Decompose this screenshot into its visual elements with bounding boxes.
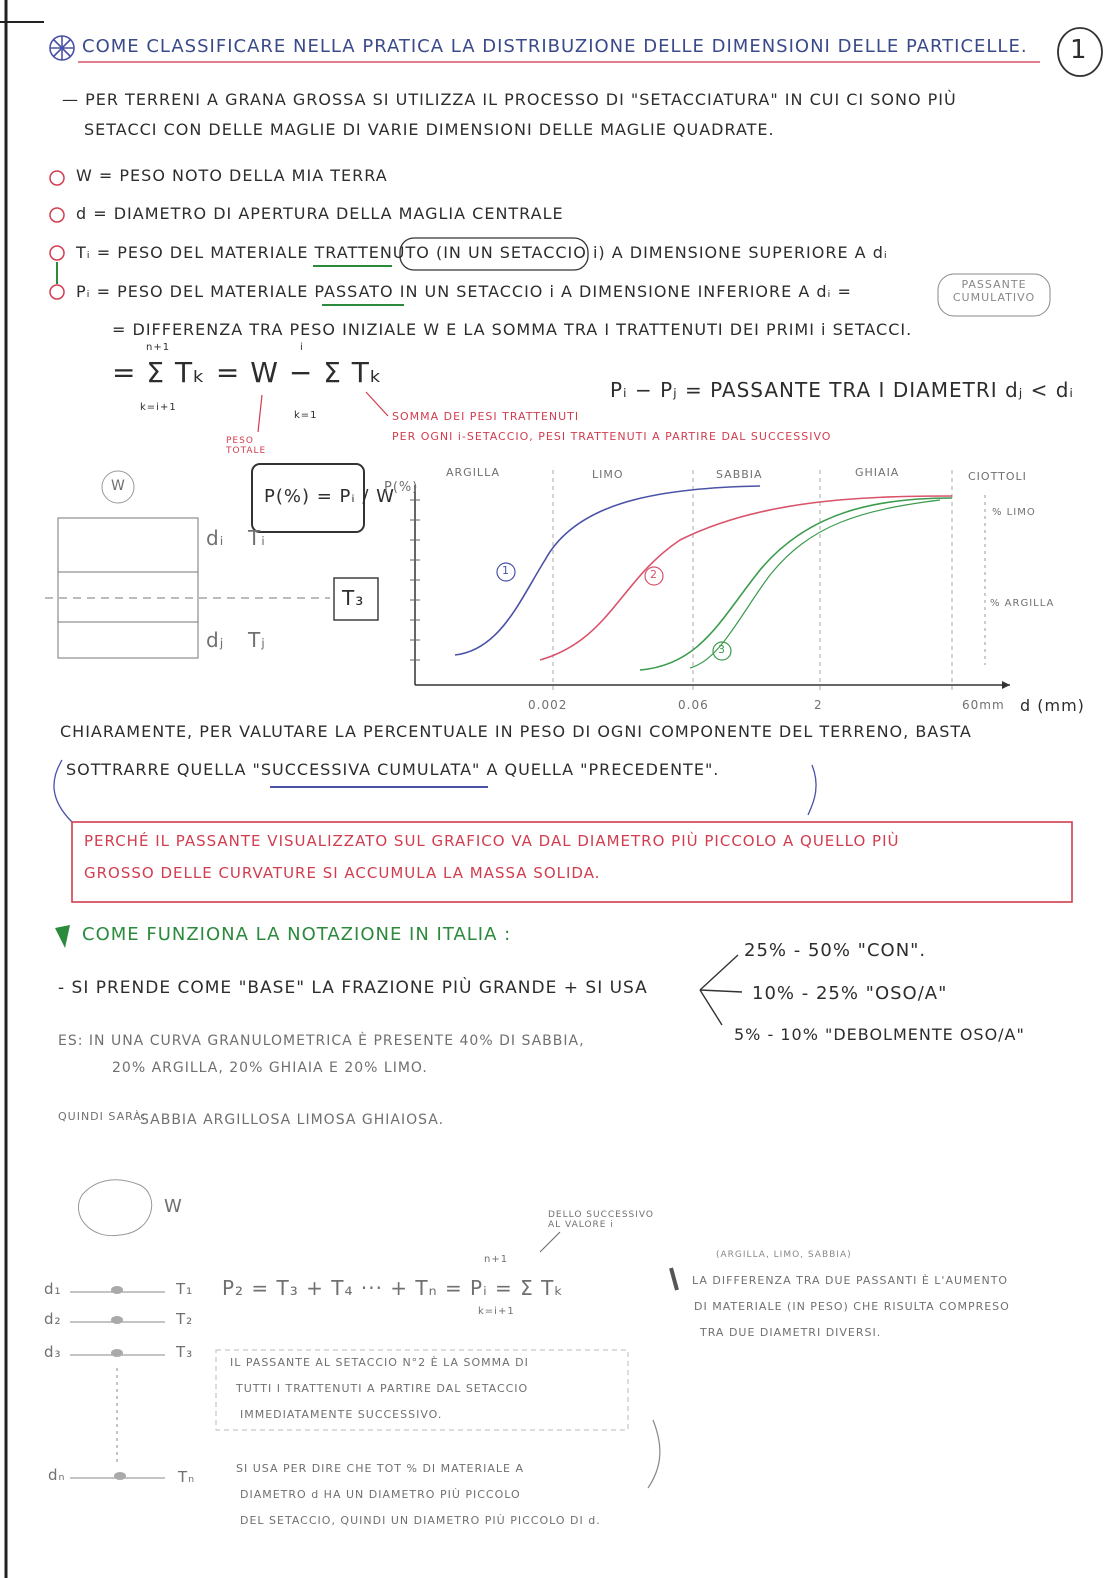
sketch-di: dᵢ — [206, 526, 225, 550]
sum1-bottom: k=i+1 — [140, 402, 177, 413]
bottom-d1: d₁ — [44, 1280, 62, 1298]
page-title: COME CLASSIFICARE NELLA PRATICA LA DISTRIBUZIONE DELLE DIMENSIONI DELLE PARTICELLE. — [82, 36, 1028, 57]
side-label-limo: % LIMO — [992, 507, 1036, 518]
example-line-1: ES: IN UNA CURVA GRANULOMETRICA È PRESENTE 40% DI SABBIA, — [58, 1033, 585, 1049]
pencil-mark-icon-2 — [671, 1268, 677, 1290]
bottom-t1: T₁ — [176, 1280, 194, 1298]
sketch-tj: Tⱼ — [248, 628, 266, 652]
def-d: d = DIAMETRO DI APERTURA DELLA MAGLIA CENTRALE — [76, 204, 564, 223]
granulometric-chart — [410, 470, 1010, 690]
chart-ylabel: P(%) — [384, 480, 419, 495]
region-ghiaia: GHIAIA — [855, 466, 900, 479]
series-2-line — [540, 496, 952, 660]
bottom-sum-bottom: k=i+1 — [478, 1306, 515, 1317]
def-t: Tᵢ = PESO DEL MATERIALE TRATTENUTO (IN UN SETACCIO i) A DIMENSIONE SUPERIORE A dᵢ — [76, 243, 888, 262]
sketch-w: W — [111, 478, 126, 494]
note1-line-1: IL PASSANTE AL SETACCIO N°2 È LA SOMMA DI — [230, 1356, 529, 1369]
quindi-label: QUINDI SARÀ: — [58, 1110, 147, 1123]
note1-line-2: TUTTI I TRATTENUTI A PARTIRE DAL SETACCIO — [236, 1382, 529, 1395]
sketch-ti: Tᵢ — [248, 526, 266, 550]
tick-2: 2 — [814, 698, 823, 712]
passante-cumulativo-box: PASSANTE CUMULATIVO — [952, 278, 1036, 304]
intro-line-2: SETACCI CON DELLE MAGLIE DI VARIE DIMENSIONI DELLE MAGLIE QUADRATE. — [84, 120, 775, 139]
percent-formula: P(%) = Pᵢ / W — [264, 486, 395, 507]
def-p: Pᵢ = PESO DEL MATERIALE PASSATO IN UN SETACCIO i A DIMENSIONE INFERIORE A dᵢ = — [76, 282, 852, 301]
tick-0002: 0.002 — [528, 698, 568, 712]
red-note-1: SOMMA DEI PESI TRATTENUTI — [392, 410, 580, 423]
bottom-tn: Tₙ — [178, 1468, 196, 1486]
notation-line: - SI PRENDE COME "BASE" LA FRAZIONE PIÙ GRANDE + SI USA — [58, 978, 648, 998]
series-1-label: 1 — [502, 564, 510, 577]
note2-line-3: DEL SETACCIO, QUINDI UN DIAMETRO PIÙ PICCOLO DI d. — [240, 1514, 601, 1527]
chart-xlabel: d (mm) — [1020, 696, 1085, 715]
region-sabbia: SABBIA — [716, 468, 763, 481]
series-2-label: 2 — [650, 568, 658, 581]
right-note-2: DI MATERIALE (IN PESO) CHE RISULTA COMPRESO — [694, 1300, 1010, 1313]
note2-line-1: SI USA PER DIRE CHE TOT % DI MATERIALE A — [236, 1462, 525, 1475]
para-line-2: SOTTRARRE QUELLA "SUCCESSIVA CUMULATA" A QUELLA "PRECEDENTE". — [66, 760, 720, 779]
page-number: 1 — [1070, 35, 1088, 65]
right-note-1: LA DIFFERENZA TRA DUE PASSANTI È L'AUMENTO — [692, 1274, 1009, 1287]
bottom-w: W — [164, 1196, 183, 1217]
right-note-3: TRA DUE DIAMETRI DIVERSI. — [700, 1326, 882, 1339]
bottom-pointer: DELLO SUCCESSIVO AL VALORE i — [548, 1210, 654, 1230]
sum2-bottom: k=1 — [294, 410, 318, 421]
note1-line-3: IMMEDIATAMENTE SUCCESSIVO. — [240, 1408, 443, 1421]
notation-option-1: 25% - 50% "CON". — [744, 940, 927, 961]
bottom-d3: d₃ — [44, 1343, 62, 1361]
bottom-dn: dₙ — [48, 1466, 66, 1484]
peso-totale-label: PESO TOTALE — [226, 436, 267, 456]
notation-heading: COME FUNZIONA LA NOTAZIONE IN ITALIA : — [82, 924, 512, 945]
pencil-mark-icon — [55, 925, 70, 948]
passante-difference: Pᵢ − Pⱼ = PASSANTE TRA I DIAMETRI dⱼ < dᵢ — [610, 378, 1074, 402]
sum2-top: i — [300, 342, 304, 353]
side-label-argilla: % ARGILLA — [990, 598, 1055, 609]
bottom-formula: P₂ = T₃ + T₄ ··· + Tₙ = Pᵢ = Σ Tₖ — [222, 1276, 564, 1300]
region-argilla: ARGILLA — [446, 466, 500, 479]
tick-60mm: 60mm — [962, 698, 1005, 712]
sketch-t3: T₃ — [342, 586, 365, 610]
region-limo: LIMO — [592, 468, 624, 481]
note2-line-2: DIAMETRO d HA UN DIAMETRO PIÙ PICCOLO — [240, 1488, 521, 1501]
red-note-2: PER OGNI i-SETACCIO, PESI TRATTENUTI A PARTIRE DAL SUCCESSIVO — [392, 430, 832, 443]
sketch-dj: dⱼ — [206, 628, 225, 652]
bottom-d2: d₂ — [44, 1310, 62, 1328]
red-box-line-2: GROSSO DELLE CURVATURE SI ACCUMULA LA MASSA SOLIDA. — [84, 864, 601, 882]
tick-006: 0.06 — [678, 698, 709, 712]
notation-option-3: 5% - 10% "DEBOLMENTE OSO/A" — [734, 1025, 1025, 1044]
series-3-label: 3 — [718, 643, 726, 656]
intro-line-1: — PER TERRENI A GRANA GROSSA SI UTILIZZA IL PROCESSO DI "SETACCIATURA" IN CUI CI SONO PIÙ — [62, 90, 957, 109]
star-icon — [50, 36, 74, 60]
sum-formula: = Σ Tₖ = W − Σ Tₖ — [112, 356, 383, 389]
series-3-line — [640, 498, 952, 670]
example-line-2: 20% ARGILLA, 20% GHIAIA E 20% LIMO. — [112, 1060, 428, 1076]
bottom-t2: T₂ — [176, 1310, 194, 1328]
notation-option-2: 10% - 25% "OSO/A" — [752, 983, 948, 1004]
def-w: W = PESO NOTO DELLA MIA TERRA — [76, 166, 388, 185]
example-result: SABBIA ARGILLOSA LIMOSA GHIAIOSA. — [140, 1112, 445, 1128]
para-line-1: CHIARAMENTE, PER VALUTARE LA PERCENTUALE IN PESO DI OGNI COMPONENTE DEL TERRENO, BASTA — [60, 722, 972, 741]
def-diff: = DIFFERENZA TRA PESO INIZIALE W E LA SOMMA TRA I TRATTENUTI DEI PRIMI i SETACCI. — [112, 320, 913, 339]
bottom-sum-top: n+1 — [484, 1254, 509, 1265]
bottom-t3: T₃ — [176, 1343, 194, 1361]
right-small-note: (ARGILLA, LIMO, SABBIA) — [716, 1250, 852, 1260]
red-box-line-1: PERCHÉ IL PASSANTE VISUALIZZATO SUL GRAFICO VA DAL DIAMETRO PIÙ PICCOLO A QUELLO PIÙ — [84, 832, 900, 850]
sum1-top: n+1 — [146, 342, 171, 353]
region-ciottoli: CIOTTOLI — [968, 470, 1027, 483]
